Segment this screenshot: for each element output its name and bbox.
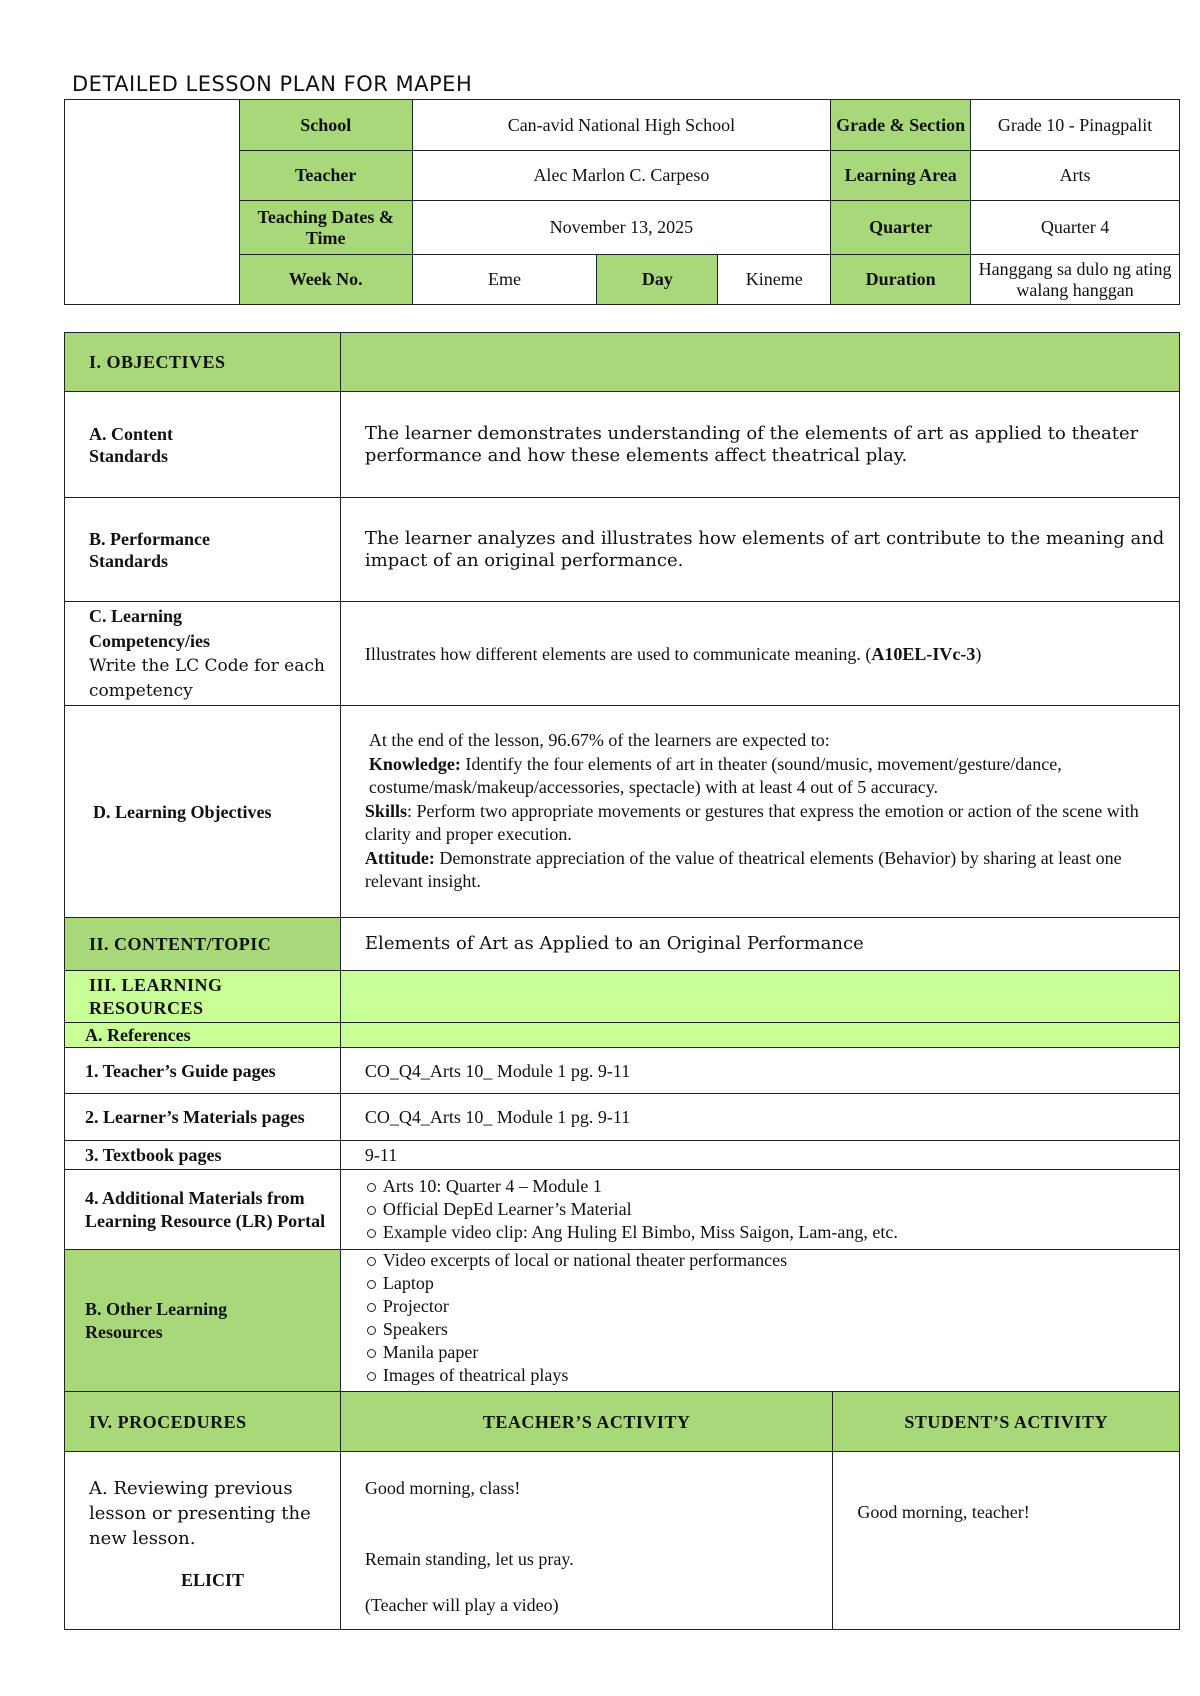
- school-label: School: [239, 100, 412, 151]
- competency-text: Illustrates how different elements are used to communicate meaning. (: [364, 643, 872, 664]
- teacher-value: Alec Marlon C. Carpeso: [412, 151, 831, 201]
- other-resources-list: [365, 1249, 1173, 1387]
- quarter-value: Quarter 4: [971, 201, 1180, 255]
- school-value: Can-avid National High School: [412, 100, 831, 151]
- list-item: Manila paper: [365, 1341, 1173, 1364]
- logo-cell: [65, 100, 240, 305]
- competency-code: A10EL-IVc-3: [871, 643, 976, 664]
- performance-standards-label: B. Performance Standards: [65, 498, 341, 602]
- objectives-heading: I. OBJECTIVES: [65, 333, 341, 392]
- learning-resources-heading: III. LEARNING RESOURCES: [65, 971, 341, 1023]
- teachers-guide-label: 1. Teacher’s Guide pages: [65, 1048, 341, 1094]
- other-resources-cell: [340, 1250, 1179, 1392]
- competency-note: Write the LC Code for each competency: [89, 655, 325, 701]
- student-activity-cell: [833, 1452, 1180, 1630]
- teaching-dates-value: November 13, 2025: [412, 201, 831, 255]
- teaching-dates-label: Teaching Dates & Time: [239, 201, 412, 255]
- teacher-activity-heading: TEACHER’S ACTIVITY: [340, 1392, 832, 1452]
- week-label: Week No.: [239, 255, 412, 305]
- learners-materials-label: 2. Learner’s Materials pages: [65, 1094, 341, 1141]
- learning-resources-fill: [340, 971, 1179, 1023]
- additional-materials-label: 4. Additional Materials from Learning Resource (LR) Portal: [65, 1170, 341, 1250]
- grade-section-value: Grade 10 - Pinagpalit: [971, 100, 1180, 151]
- attitude-objective: Attitude: Demonstrate appreciation of the value of theatrical elements (Behavior) by sharing at least one relevant insight.: [364, 847, 1122, 892]
- competency-label-cell: [65, 602, 341, 706]
- textbook-pages-label: 3. Textbook pages: [65, 1141, 341, 1170]
- textbook-pages-value: 9-11: [340, 1141, 1179, 1170]
- list-item: Laptop: [365, 1272, 1173, 1295]
- teacher-line: (Teacher will play a video): [364, 1595, 559, 1615]
- list-item: Projector: [365, 1295, 1173, 1318]
- learning-area-label: Learning Area: [831, 151, 971, 201]
- content-standards-label: A. Content Standards: [65, 392, 341, 498]
- week-value: Eme: [412, 255, 597, 305]
- quarter-label: Quarter: [831, 201, 971, 255]
- procedures-heading: IV. PROCEDURES: [65, 1392, 341, 1452]
- content-topic-text: Elements of Art as Applied to an Original Performance: [340, 918, 1179, 971]
- teacher-line: Remain standing, let us pray.: [364, 1549, 574, 1569]
- list-item: Arts 10: Quarter 4 – Module 1: [365, 1175, 1173, 1198]
- list-item: Speakers: [365, 1318, 1173, 1341]
- procedure-a-cell: [65, 1452, 341, 1630]
- objectives-intro: At the end of the lesson, 96.67% of the learners are expected to:: [368, 730, 830, 751]
- knowledge-objective: Knowledge: Identify the four elements of art in theater (sound/music, movement/gesture/dance, costume/mask/makeup/accessories, spectacle) with at least 4 out of 5 accuracy.: [368, 753, 1062, 798]
- performance-standards-text: The learner analyzes and illustrates how elements of art contribute to the meaning and impact of an original performance.: [340, 498, 1179, 602]
- skills-objective: Skills: Perform two appropriate movements or gestures that express the emotion or action of the scene with clarity and proper execution.: [364, 800, 1139, 845]
- teacher-activity-cell: [340, 1452, 832, 1630]
- header-table: [64, 99, 1180, 305]
- additional-materials-cell: [340, 1170, 1179, 1250]
- teacher-line: Good morning, class!: [364, 1478, 521, 1498]
- document-title: DETAILED LESSON PLAN FOR MAPEH: [72, 72, 473, 96]
- procedure-a-phase: ELICIT: [181, 1570, 245, 1590]
- other-resources-label: B. Other Learning Resources: [65, 1250, 341, 1392]
- references-fill: [340, 1023, 1179, 1048]
- day-value: Kineme: [718, 255, 831, 305]
- day-label: Day: [597, 255, 718, 305]
- list-item: Example video clip: Ang Huling El Bimbo, Miss Saigon, Lam-ang, etc.: [365, 1221, 1173, 1244]
- list-item: Images of theatrical plays: [365, 1364, 1173, 1387]
- competency-text-cell: [340, 602, 1179, 706]
- content-topic-heading: II. CONTENT/TOPIC: [65, 918, 341, 971]
- teacher-label: Teacher: [239, 151, 412, 201]
- competency-label: C. Learning Competency/ies: [89, 605, 210, 651]
- grade-section-label: Grade & Section: [831, 100, 971, 151]
- procedure-a-label: A. Reviewing previous lesson or presenting the new lesson.: [89, 1478, 311, 1549]
- student-line: Good morning, teacher!: [857, 1502, 1030, 1522]
- teachers-guide-value: CO_Q4_Arts 10_ Module 1 pg. 9-11: [340, 1048, 1179, 1094]
- references-label: A. References: [65, 1023, 341, 1048]
- additional-materials-list: [365, 1175, 1173, 1244]
- competency-close: ): [975, 643, 982, 664]
- learning-area-value: Arts: [971, 151, 1180, 201]
- learners-materials-value: CO_Q4_Arts 10_ Module 1 pg. 9-11: [340, 1094, 1179, 1141]
- duration-label: Duration: [831, 255, 971, 305]
- learning-objectives-cell: [340, 706, 1179, 918]
- list-item: Official DepEd Learner’s Material: [365, 1198, 1173, 1221]
- content-standards-text: The learner demonstrates understanding of the elements of art as applied to theater performance and how these elements affect theatrical play.: [340, 392, 1179, 498]
- learning-objectives-label: D. Learning Objectives: [65, 706, 341, 918]
- list-item: Video excerpts of local or national theater performances: [365, 1249, 1173, 1272]
- lesson-table: [64, 332, 1180, 1630]
- objectives-heading-fill: [340, 333, 1179, 392]
- duration-value: Hanggang sa dulo ng ating walang hanggan: [971, 255, 1180, 305]
- student-activity-heading: STUDENT’S ACTIVITY: [833, 1392, 1180, 1452]
